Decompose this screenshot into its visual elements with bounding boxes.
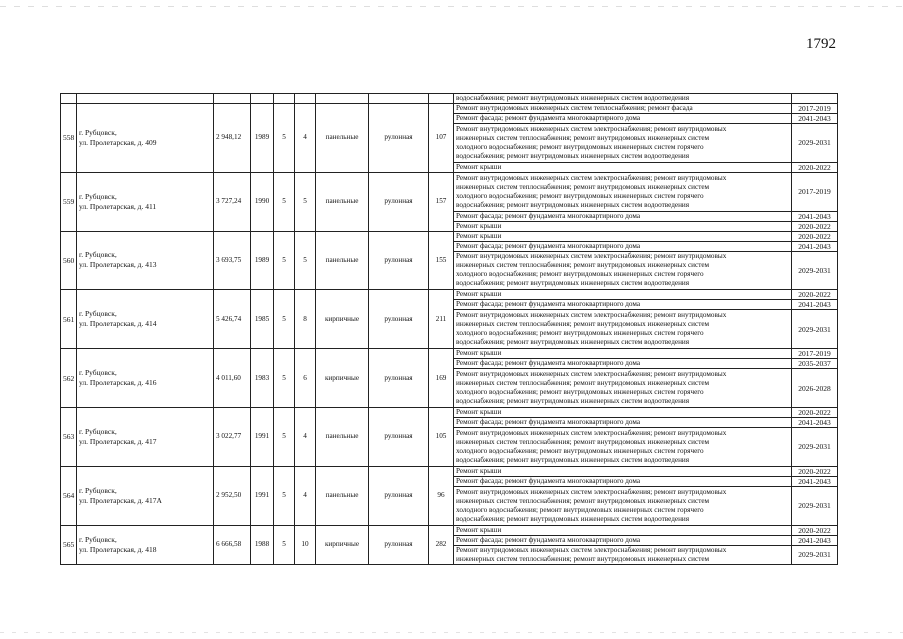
work-line: Ремонт внутридомовых инженерных систем теплоснабжения; ремонт фасада: [456, 104, 693, 112]
address-line: г. Рубцовск,: [79, 485, 117, 495]
entrance-count: 4: [295, 466, 316, 525]
work-description: [454, 349, 792, 359]
work-line: Ремонт внутридомовых инженерных систем электроснабжения; ремонт внутридомовых: [456, 124, 727, 133]
build-year: 1988: [251, 525, 274, 565]
work-line: водоснабжения; ремонт внутридомовых инженерных систем водоотведения: [456, 200, 690, 209]
entrance-count: 5: [295, 231, 316, 290]
work-years: 2020-2022: [792, 407, 838, 417]
resident-count: 211: [429, 290, 454, 349]
building-address: [77, 104, 214, 173]
building-address: [77, 290, 214, 349]
building-address: [77, 407, 214, 466]
work-years: 2041-2043: [792, 114, 838, 124]
resident-count: 157: [429, 172, 454, 231]
work-line: холодного водоснабжения; ремонт внутридомовых инженерных систем горячего: [456, 505, 704, 514]
work-line: Ремонт внутридомовых инженерных систем электроснабжения; ремонт внутридомовых: [456, 487, 727, 496]
roof-type: рулонная: [369, 172, 429, 231]
building-address: [77, 231, 214, 290]
roof-type: рулонная: [369, 407, 429, 466]
work-line: Ремонт внутридомовых инженерных систем электроснабжения; ремонт внутридомовых: [456, 311, 727, 320]
work-line: водоснабжения; ремонт внутридомовых инженерных систем водоотведения: [456, 514, 690, 523]
address-line: г. Рубцовск,: [79, 534, 117, 544]
work-description: [454, 407, 792, 417]
work-line: водоснабжения; ремонт внутридомовых инженерных систем водоотведения: [456, 279, 690, 288]
building-number: 562: [61, 349, 77, 408]
work-line: Ремонт крыши: [456, 466, 502, 475]
resident-count: 169: [429, 349, 454, 408]
scan-artifact-bottom: [0, 632, 903, 633]
work-line: Ремонт внутридомовых инженерных систем электроснабжения; ремонт внутридомовых: [456, 370, 727, 379]
resident-count: 107: [429, 104, 454, 173]
work-line: холодного водоснабжения; ремонт внутридомовых инженерных систем горячего: [456, 142, 704, 151]
building-number: 565: [61, 525, 77, 565]
work-line: инженерных систем теплоснабжения; ремонт внутридомовых инженерных систем: [456, 437, 710, 446]
work-description: [454, 359, 792, 369]
work-line: инженерных систем теплоснабжения; ремонт внутридомовых инженерных систем: [456, 133, 710, 142]
work-description: [454, 476, 792, 486]
total-area: 6 666,58: [214, 525, 251, 565]
work-years: 2026-2028: [792, 369, 838, 408]
address-line: ул. Пролетарская, д. 417А: [79, 495, 162, 505]
work-description: [454, 104, 792, 114]
work-description: [454, 417, 792, 427]
build-year: 1985: [251, 290, 274, 349]
address-line: ул. Пролетарская, д. 411: [79, 201, 157, 211]
work-years: 2020-2022: [792, 466, 838, 476]
work-years: 2041-2043: [792, 476, 838, 486]
work-line: Ремонт крыши: [456, 407, 502, 416]
build-year: 1990: [251, 172, 274, 231]
wall-material: панельные: [316, 466, 369, 525]
work-description: [454, 369, 792, 408]
work-line: Ремонт фасада; ремонт фундамента многоквартирного дома: [456, 114, 641, 122]
work-line: водоснабжения; ремонт внутридомовых инженерных систем водоотведения: [456, 455, 690, 464]
work-line: Ремонт фасада; ремонт фундамента многоквартирного дома: [456, 300, 641, 309]
roof-type: рулонная: [369, 231, 429, 290]
work-years: 2029-2031: [792, 310, 838, 349]
total-area: 2 952,50: [214, 466, 251, 525]
table-row: [61, 466, 838, 476]
work-description: [454, 124, 792, 163]
work-line: Ремонт фасада; ремонт фундамента многоквартирного дома: [456, 417, 641, 426]
floor-count: 5: [274, 407, 295, 466]
work-line: Ремонт крыши: [456, 162, 502, 171]
work-description: [454, 251, 792, 290]
building-number: 563: [61, 407, 77, 466]
work-line: Ремонт фасада; ремонт фундамента многоквартирного дома: [456, 535, 641, 544]
building-address: [77, 466, 214, 525]
address-line: ул. Пролетарская, д. 417: [79, 436, 157, 446]
work-description: [454, 241, 792, 251]
work-line: холодного водоснабжения; ремонт внутридомовых инженерных систем горячего: [456, 270, 704, 279]
work-years: 2041-2043: [792, 417, 838, 427]
work-line: Ремонт крыши: [456, 525, 502, 534]
table-row: [61, 407, 838, 417]
build-year: 1991: [251, 466, 274, 525]
work-years: [792, 94, 838, 104]
work-description: [454, 231, 792, 241]
work-line: Ремонт внутридомовых инженерных систем электроснабжения; ремонт внутридомовых: [456, 428, 727, 437]
work-description: [454, 221, 792, 231]
work-description: [454, 545, 792, 565]
entrance-count: 4: [295, 407, 316, 466]
address-line: ул. Пролетарская, д. 409: [79, 137, 157, 147]
work-description: [454, 162, 792, 172]
address-line: г. Рубцовск,: [79, 309, 117, 319]
roof-type: рулонная: [369, 525, 429, 565]
building-number: 561: [61, 290, 77, 349]
work-line: инженерных систем теплоснабжения; ремонт внутридомовых инженерных систем: [456, 554, 710, 563]
work-description: [454, 300, 792, 310]
table-body: [61, 94, 838, 565]
work-description: [454, 486, 792, 525]
wall-material: панельные: [316, 231, 369, 290]
total-area: 5 426,74: [214, 290, 251, 349]
entrance-count: 4: [295, 104, 316, 173]
work-years: 2029-2031: [792, 427, 838, 466]
work-years: 2041-2043: [792, 241, 838, 251]
roof-type: рулонная: [369, 466, 429, 525]
total-area: 3 022,77: [214, 407, 251, 466]
address-line: г. Рубцовск,: [79, 426, 117, 436]
wall-material: кирпичные: [316, 349, 369, 408]
work-years: 2035-2037: [792, 359, 838, 369]
work-years: 2017-2019: [792, 172, 838, 211]
building-number: 558: [61, 104, 77, 173]
entrance-count: 6: [295, 349, 316, 408]
address-line: г. Рубцовск,: [79, 250, 117, 260]
wall-material: кирпичные: [316, 525, 369, 565]
address-line: г. Рубцовск,: [79, 191, 117, 201]
work-years: 2041-2043: [792, 535, 838, 545]
address-line: г. Рубцовск,: [79, 368, 117, 378]
resident-count: 105: [429, 407, 454, 466]
work-description: [454, 427, 792, 466]
total-area: 2 948,12: [214, 104, 251, 173]
work-line: холодного водоснабжения; ремонт внутридомовых инженерных систем горячего: [456, 329, 704, 338]
work-years: 2020-2022: [792, 290, 838, 300]
work-description: [454, 290, 792, 300]
scan-artifact-top: [0, 6, 903, 7]
floor-count: 5: [274, 466, 295, 525]
work-line: водоснабжения; ремонт внутридомовых инженерных систем водоотведения: [456, 397, 690, 406]
table-row: [61, 290, 838, 300]
floor-count: 5: [274, 525, 295, 565]
building-address: [77, 525, 214, 565]
roof-type: рулонная: [369, 290, 429, 349]
table-row: [61, 349, 838, 359]
work-line: инженерных систем теплоснабжения; ремонт внутридомовых инженерных систем: [456, 496, 710, 505]
work-line: инженерных систем теплоснабжения; ремонт внутридомовых инженерных систем: [456, 261, 710, 270]
work-line: холодного водоснабжения; ремонт внутридомовых инженерных систем горячего: [456, 191, 704, 200]
work-line: Ремонт крыши: [456, 349, 502, 358]
resident-count: 96: [429, 466, 454, 525]
work-years: 2041-2043: [792, 300, 838, 310]
work-years: 2029-2031: [792, 251, 838, 290]
work-years: 2020-2022: [792, 231, 838, 241]
work-line: Ремонт крыши: [456, 231, 502, 240]
work-years: 2020-2022: [792, 221, 838, 231]
work-line: Ремонт фасада; ремонт фундамента многоквартирного дома: [456, 211, 641, 220]
build-year: 1983: [251, 349, 274, 408]
address-line: ул. Пролетарская, д. 418: [79, 544, 157, 554]
total-area: 3 693,75: [214, 231, 251, 290]
work-description: водоснабжения; ремонт внутридомовых инженерных систем водоотведения: [454, 94, 792, 104]
work-description: [454, 211, 792, 221]
work-years: 2020-2022: [792, 162, 838, 172]
work-years: 2041-2043: [792, 211, 838, 221]
work-description: [454, 114, 792, 124]
building-number: 560: [61, 231, 77, 290]
work-description: [454, 466, 792, 476]
work-line: инженерных систем теплоснабжения; ремонт внутридомовых инженерных систем: [456, 182, 710, 191]
work-years: 2017-2019: [792, 104, 838, 114]
building-address: [77, 172, 214, 231]
floor-count: 5: [274, 290, 295, 349]
address-line: ул. Пролетарская, д. 413: [79, 260, 157, 270]
work-line: Ремонт фасада; ремонт фундамента многоквартирного дома: [456, 241, 641, 250]
work-years: 2029-2031: [792, 124, 838, 163]
build-year: 1989: [251, 104, 274, 173]
work-line: Ремонт крыши: [456, 221, 502, 230]
address-line: ул. Пролетарская, д. 414: [79, 319, 157, 329]
work-line: Ремонт внутридомовых инженерных систем электроснабжения; ремонт внутридомовых: [456, 252, 727, 261]
work-line: Ремонт фасада; ремонт фундамента многоквартирного дома: [456, 476, 641, 485]
wall-material: панельные: [316, 407, 369, 466]
entrance-count: 8: [295, 290, 316, 349]
work-years: 2020-2022: [792, 525, 838, 535]
floor-count: 5: [274, 104, 295, 173]
work-years: 2017-2019: [792, 349, 838, 359]
work-description: [454, 535, 792, 545]
resident-count: 282: [429, 525, 454, 565]
roof-type: рулонная: [369, 349, 429, 408]
wall-material: панельные: [316, 104, 369, 173]
work-years: 2029-2031: [792, 545, 838, 565]
build-year: 1989: [251, 231, 274, 290]
table-row-continuation: [61, 94, 838, 104]
work-line: Ремонт крыши: [456, 290, 502, 299]
work-line: холодного водоснабжения; ремонт внутридомовых инженерных систем горячего: [456, 446, 704, 455]
building-number: 559: [61, 172, 77, 231]
work-years: 2029-2031: [792, 486, 838, 525]
floor-count: 5: [274, 172, 295, 231]
work-line: инженерных систем теплоснабжения; ремонт внутридомовых инженерных систем: [456, 379, 710, 388]
roof-type: рулонная: [369, 104, 429, 173]
total-area: 4 011,60: [214, 349, 251, 408]
entrance-count: 10: [295, 525, 316, 565]
building-number: 564: [61, 466, 77, 525]
table-row: [61, 525, 838, 535]
building-address: [77, 349, 214, 408]
work-line: холодного водоснабжения; ремонт внутридомовых инженерных систем горячего: [456, 388, 704, 397]
work-line: водоснабжения; ремонт внутридомовых инженерных систем водоотведения: [456, 338, 690, 347]
table-row: [61, 172, 838, 211]
table-row: [61, 231, 838, 241]
address-line: г. Рубцовск,: [79, 127, 117, 137]
entrance-count: 5: [295, 172, 316, 231]
floor-count: 5: [274, 231, 295, 290]
build-year: 1991: [251, 407, 274, 466]
work-description: [454, 525, 792, 535]
work-description: [454, 310, 792, 349]
work-line: инженерных систем теплоснабжения; ремонт внутридомовых инженерных систем: [456, 320, 710, 329]
work-line: водоснабжения; ремонт внутридомовых инженерных систем водоотведения: [456, 151, 690, 160]
total-area: 3 727,24: [214, 172, 251, 231]
work-line: Ремонт внутридомовых инженерных систем электроснабжения; ремонт внутридомовых: [456, 173, 727, 182]
table-row: [61, 104, 838, 114]
work-line: Ремонт внутридомовых инженерных систем электроснабжения; ремонт внутридомовых: [456, 545, 727, 554]
address-line: ул. Пролетарская, д. 416: [79, 378, 157, 388]
work-line: Ремонт фасада; ремонт фундамента многоквартирного дома: [456, 359, 641, 368]
page-number: 1792: [806, 36, 836, 52]
work-description: [454, 172, 792, 211]
wall-material: панельные: [316, 172, 369, 231]
wall-material: кирпичные: [316, 290, 369, 349]
resident-count: 155: [429, 231, 454, 290]
repair-schedule-table: [60, 93, 838, 565]
floor-count: 5: [274, 349, 295, 408]
